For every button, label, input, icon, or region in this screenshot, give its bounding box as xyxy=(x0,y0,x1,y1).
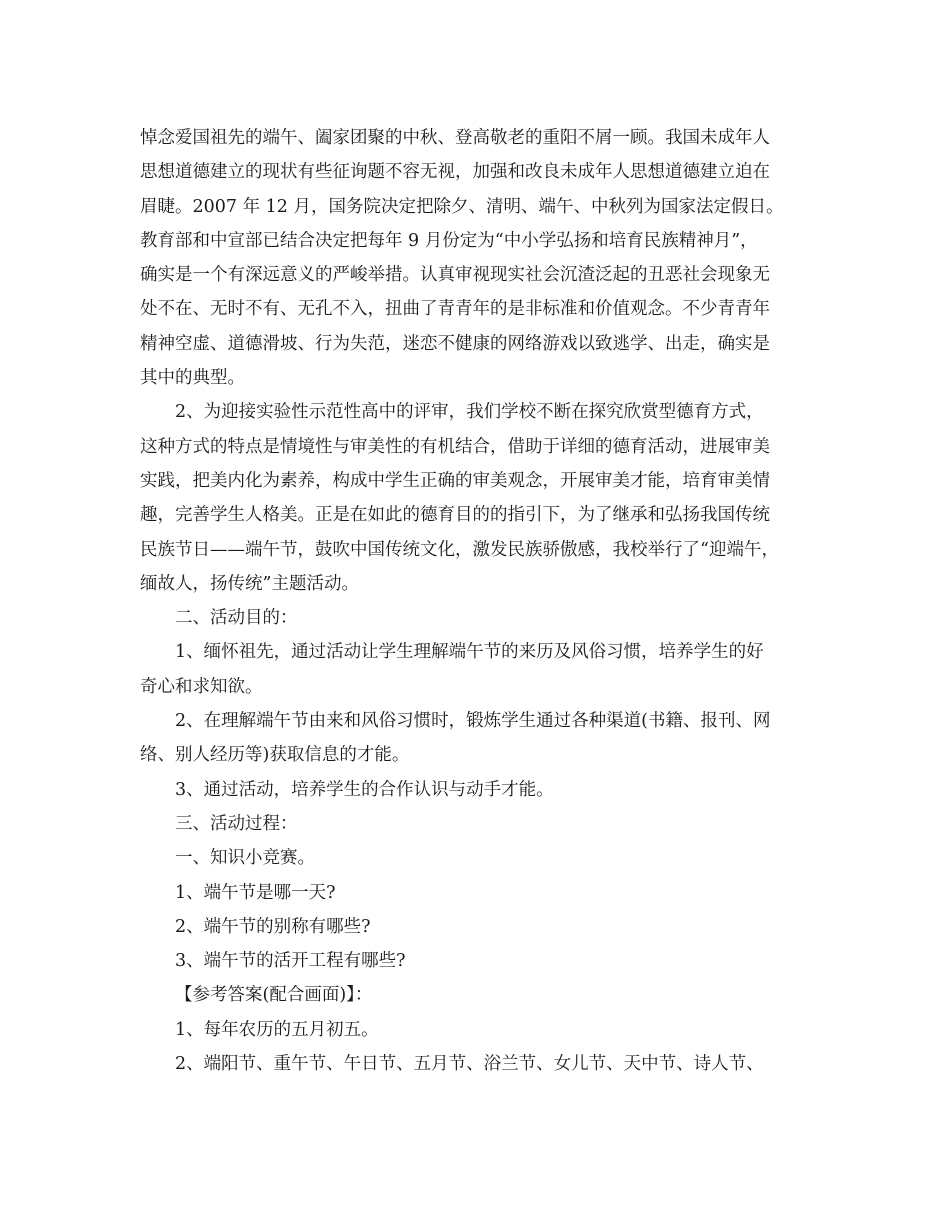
text-line: 3、通过活动，培养学生的合作认识与动手才能。 xyxy=(175,779,554,800)
text-line: 确实是一个有深远意义的严峻举措。认真审视现实社会沉渣泛起的丑恶社会现象无 xyxy=(140,265,770,286)
text-line: 这种方式的特点是情境性与审美性的有机结合，借助于详细的德育活动，进展审美 xyxy=(140,436,770,457)
text-line: 2、在理解端午节由来和风俗习惯时，锻炼学生通过各种渠道(书籍、报刊、网 xyxy=(175,711,771,732)
text-line: 趣，完善学生人格美。正是在如此的德育目的的指引下，为了继承和弘扬我国传统 xyxy=(140,505,770,526)
document-body xyxy=(140,121,830,1081)
text-line: 1、端午节是哪一天? xyxy=(175,882,336,903)
text-line: 【参考答案(配合画面)】： xyxy=(175,985,373,1006)
text-line: 奇心和求知欲。 xyxy=(140,676,263,697)
text-line: 教育部和中宣部已结合决定把每年 9 月份定为“中小学弘扬和培育民族精神月”， xyxy=(140,230,758,251)
text-line: 实践，把美内化为素养，构成中学生正确的审美观念，开展审美才能，培育审美情 xyxy=(140,470,770,491)
text-line: 2、端阳节、重午节、午日节、五月节、浴兰节、女儿节、天中节、诗人节、 xyxy=(175,1054,764,1075)
text-line: 2、端午节的别称有哪些? xyxy=(175,916,371,937)
text-line: 二、活动目的： xyxy=(175,608,298,629)
text-line: 其中的典型。 xyxy=(140,368,245,389)
text-line: 眉睫。2007 年 12 月，国务院决定把除夕、清明、端午、中秋列为国家法定假日。 xyxy=(140,196,784,217)
text-line: 1、每年农历的五月初五。 xyxy=(175,1019,379,1040)
text-line: 3、端午节的活开工程有哪些? xyxy=(175,951,406,972)
text-line: 络、别人经历等)获取信息的才能。 xyxy=(140,745,410,766)
text-line: 1、缅怀祖先，通过活动让学生理解端午节的来历及风俗习惯，培养学生的好 xyxy=(175,642,764,663)
text-line: 三、活动过程： xyxy=(175,813,298,834)
text-line: 民族节日——端午节，鼓吹中国传统文化，激发民族骄傲感，我校举行了“迎端午， xyxy=(140,539,779,560)
text-line: 一、知识小竞赛。 xyxy=(175,848,315,869)
text-line: 处不在、无时不有、无孔不入，扭曲了青青年的是非标准和价值观念。不少青青年 xyxy=(140,299,770,320)
text-line: 思想道德建立的现状有些征询题不容无视，加强和改良未成年人思想道德建立迫在 xyxy=(140,162,770,183)
text-line: 缅故人，扬传统”主题活动。 xyxy=(140,573,359,594)
text-line: 悼念爱国祖先的端午、阖家团聚的中秋、登高敬老的重阳不屑一顾。我国未成年人 xyxy=(140,128,770,148)
text-line: 精神空虚、道德滑坡、行为失范，迷恋不健康的网络游戏以致逃学、出走，确实是 xyxy=(140,333,770,354)
text-line: 2、为迎接实验性示范性高中的评审，我们学校不断在探究欣赏型德育方式， xyxy=(175,402,764,423)
